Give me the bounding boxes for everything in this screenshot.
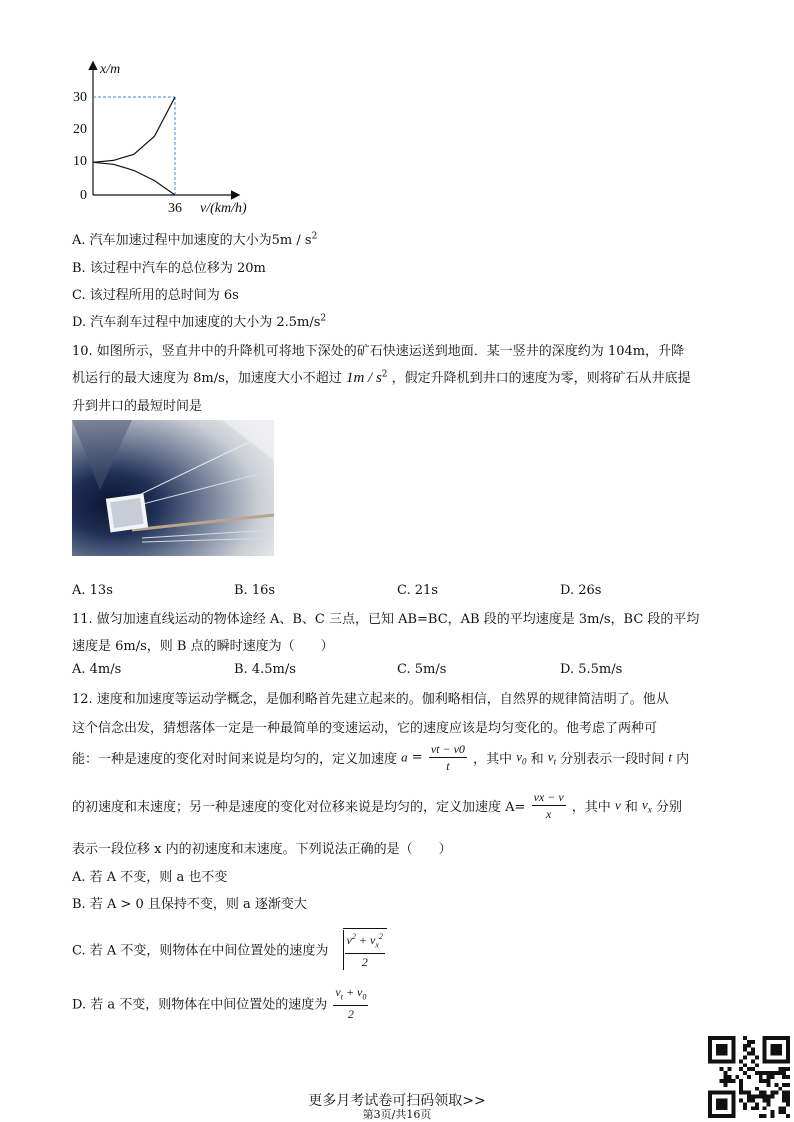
acceleration-curve: [93, 97, 175, 162]
page-number: 第3页/共16页: [362, 1108, 432, 1121]
y-tick-10: 10: [73, 154, 87, 169]
q11-option-a: A. 4m/s: [72, 662, 122, 677]
q10-line-1: 10. 如图所示，竖直井中的升降机可将地下深处的矿石快速运送到地面．某一竖井的深度约为 104m，升降: [72, 344, 685, 359]
q12-line-3: 能：一种是速度的变化对时间来说是均匀的，定义加速度 a = $\frac{vt - v0}{t}$ ，其中 $v_0$ 和 $v_t$ 分别表示一段时间 t 内: [72, 742, 690, 773]
q10-line-2: 机运行的最大速度为 8m/s，加速度大小不超过 $1m / s^2$ ，假定升降机到井口的速度为零，则将矿石从井底提: [72, 369, 691, 386]
mine-shaft-photo: [72, 420, 274, 556]
q11-option-d: D. 5.5m/s: [560, 662, 623, 677]
q12-option-a: A. 若 A 不变，则 a 也不变: [72, 870, 228, 885]
displacement-velocity-graph: [60, 55, 260, 220]
q12-line-2: 这个信念出发，猜想落体一定是一种最简单的变速运动，它的速度应该是均匀变化的。他考虑了两种可: [72, 721, 658, 736]
q11-line-2: 速度是 6m/s，则 B 点的瞬时速度为（ ）: [72, 639, 334, 654]
y-tick-0: 0: [80, 188, 87, 203]
q12-option-d: D. 若 a 不变，则物体在中间位置处的速度为 $\frac{v_t + v_0}{2}$: [72, 985, 367, 1022]
q10-option-d: D. 26s: [560, 583, 602, 598]
braking-curve: [93, 162, 175, 195]
footer-promo: 更多月考试卷可扫码领取>>: [308, 1093, 486, 1109]
q12-line-4: 的初速度和末速度；另一种是速度的变化对位移来说是均匀的，定义加速度 A= $\frac{vx - v}{x}$ ，其中 v 和 $v_x$ 分别: [72, 790, 682, 821]
x-tick-36: 36: [168, 201, 182, 216]
y-tick-30: 30: [73, 90, 87, 105]
q12-option-c: C. 若 A 不变，则物体在中间位置处的速度为 $\frac{v^2 + v_x^2}{2}$: [72, 928, 387, 970]
q11-option-c: C. 5m/s: [397, 662, 447, 677]
y-tick-20: 20: [73, 122, 87, 137]
q10-option-c: C. 21s: [397, 583, 438, 598]
q9-option-c: C. 该过程所用的总时间为 6s: [72, 288, 239, 303]
q10-line-3: 升到井口的最短时间是: [72, 399, 203, 414]
q10-option-b: B. 16s: [234, 583, 276, 598]
q11-option-b: B. 4.5m/s: [234, 662, 296, 677]
y-axis-label: x/m: [100, 62, 121, 77]
q12-line-1: 12. 速度和加速度等运动学概念，是伽利略首先建立起来的。伽利略相信，自然界的规律简洁明了。他从: [72, 692, 669, 707]
q12-line-5: 表示一段位移 x 内的初速度和末速度。下列说法正确的是（ ）: [72, 842, 452, 857]
x-axis-label: v/(km/h): [200, 201, 247, 216]
q9-option-d: D. 汽车刹车过程中加速度的大小为 $2.5m/s^2$: [72, 313, 327, 330]
q9-option-b: B. 该过程中汽车的总位移为 20m: [72, 261, 266, 276]
q9-option-a: A. 汽车加速过程中加速度的大小为$5m / s^2$: [72, 231, 318, 248]
q10-option-a: A. 13s: [72, 583, 113, 598]
q11-line-1: 11. 做匀加速直线运动的物体途经 A、B、C 三点，已知 AB=BC，AB 段的平均速度是 3m/s，BC 段的平均: [72, 612, 700, 627]
q12-option-b: B. 若 A > 0 且保持不变，则 a 逐渐变大: [72, 897, 307, 912]
